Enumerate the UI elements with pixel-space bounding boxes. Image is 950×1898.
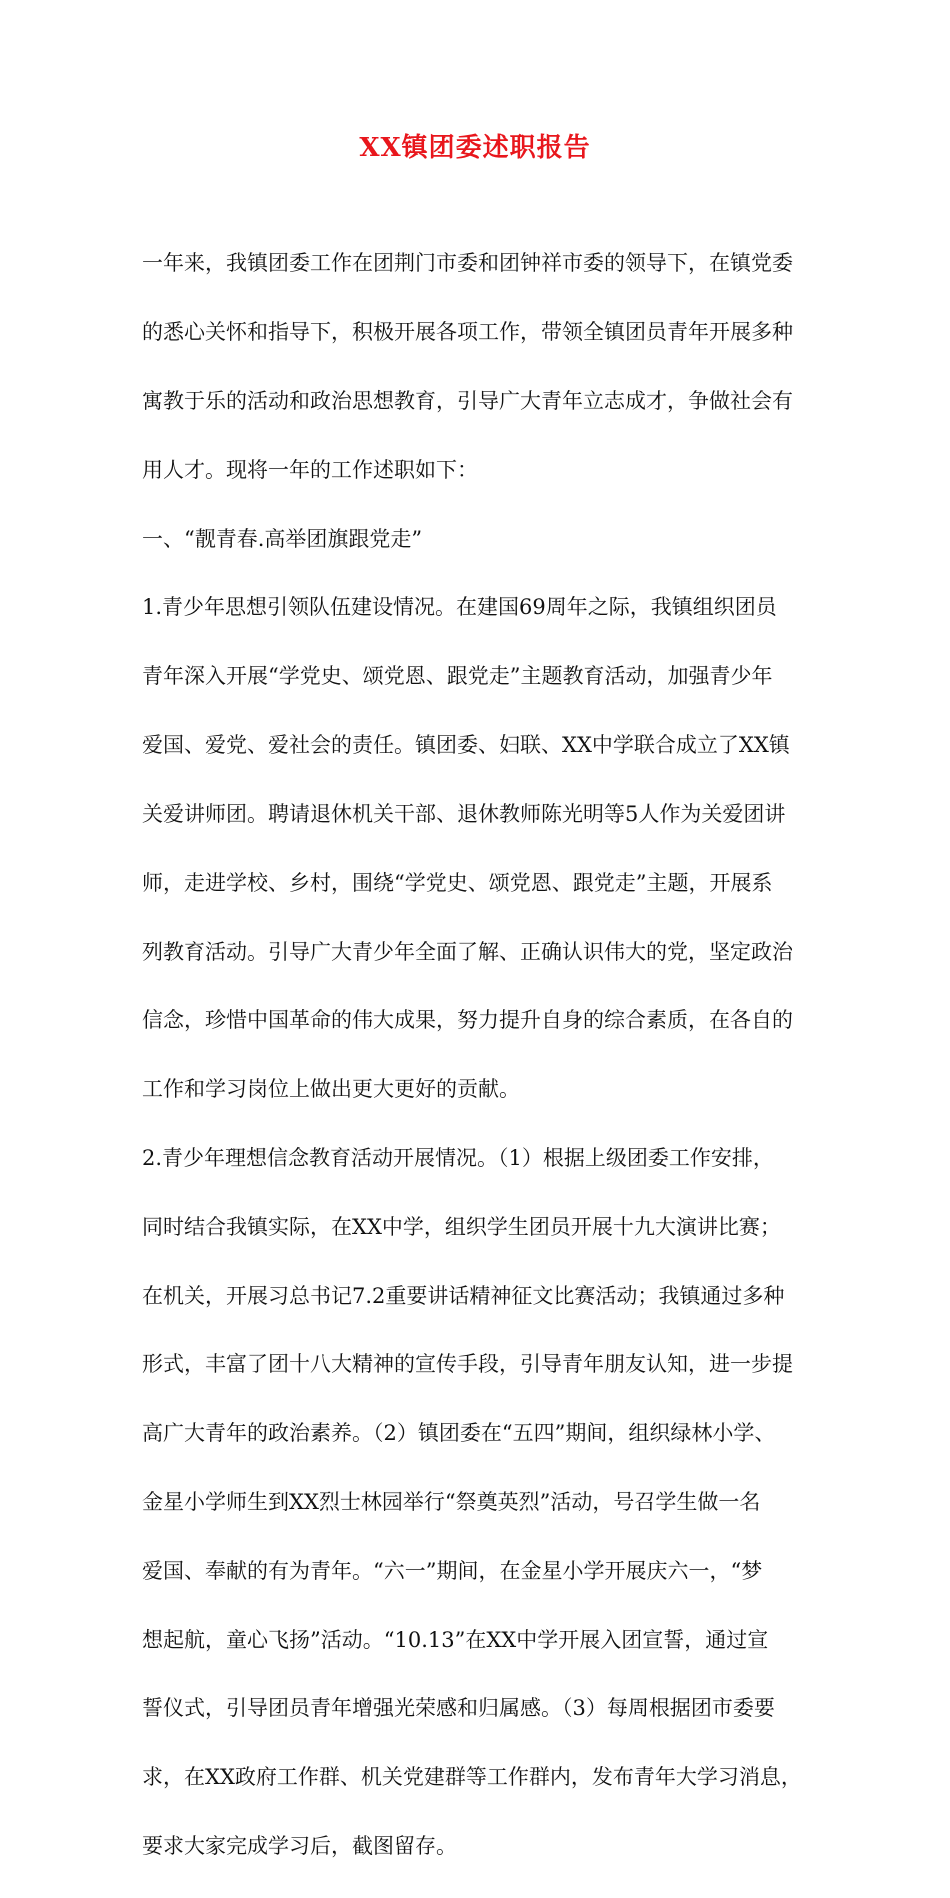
body-line: 同时结合我镇实际，在XX中学，组织学生团员开展十九大演讲比赛； <box>142 1214 781 1239</box>
body-line: 想起航，童心飞扬”活动。“10.13”在XX中学开展入团宣誓，通过宣 <box>142 1627 769 1652</box>
body-line: 列教育活动。引导广大青少年全面了解、正确认识伟大的党，坚定政治 <box>142 939 793 964</box>
body-line: 信念，珍惜中国革命的伟大成果，努力提升自身的综合素质，在各自的 <box>142 1008 793 1033</box>
body-line: 求，在XX政府工作群、机关党建群等工作群内，发布青年大学习消息， <box>142 1765 802 1790</box>
body-line: 工作和学习岗位上做出更大更好的贡献。 <box>142 1077 520 1102</box>
body-line: 爱国、爱党、爱社会的责任。镇团委、妇联、XX中学联合成立了XX镇 <box>142 733 790 758</box>
body-line: 金星小学师生到XX烈士林园举行“祭奠英烈”活动，号召学生做一名 <box>142 1490 761 1515</box>
body-line: 青年深入开展“学党史、颂党恩、跟党走”主题教育活动，加强青少年 <box>142 664 773 689</box>
body-line: 1.青少年思想引领队伍建设情况。在建国69周年之际，我镇组织团员 <box>142 595 777 620</box>
body-line: 在机关，开展习总书记7.2重要讲话精神征文比赛活动；我镇通过多种 <box>142 1283 785 1308</box>
body-line: 2.青少年理想信念教育活动开展情况。（1）根据上级团委工作安排， <box>142 1145 774 1170</box>
section-heading: 一、“靓青春.高举团旗跟党走” <box>142 526 423 551</box>
body-line: 誓仪式，引导团员青年增强光荣感和归属感。（3）每周根据团市委要 <box>142 1696 775 1721</box>
body-line: 一年来，我镇团委工作在团荆门市委和团钟祥市委的领导下，在镇党委 <box>142 251 793 276</box>
document-body <box>142 212 826 1898</box>
body-line: 关爱讲师团。聘请退休机关干部、退休教师陈光明等5人作为关爱团讲 <box>142 801 786 826</box>
body-line: 高广大青年的政治素养。（2）镇团委在“五四”期间，组织绿林小学、 <box>142 1421 776 1446</box>
document-title: XX镇团委述职报告 <box>359 133 591 163</box>
body-line: 形式，丰富了团十八大精神的宣传手段，引导青年朋友认知，进一步提 <box>142 1352 793 1377</box>
body-line: 要求大家完成学习后，截图留存。 <box>142 1834 457 1859</box>
body-line: 寓教于乐的活动和政治思想教育，引导广大青年立志成才，争做社会有 <box>142 389 793 414</box>
body-line: 用人才。现将一年的工作述职如下： <box>142 457 478 482</box>
body-line: 师，走进学校、乡村，围绕“学党史、颂党恩、跟党走”主题，开展系 <box>142 870 773 895</box>
body-line: 爱国、奉献的有为青年。“六一”期间，在金星小学开展庆六一，“梦 <box>142 1558 763 1583</box>
body-line: 的悉心关怀和指导下，积极开展各项工作，带领全镇团员青年开展多种 <box>142 320 793 345</box>
